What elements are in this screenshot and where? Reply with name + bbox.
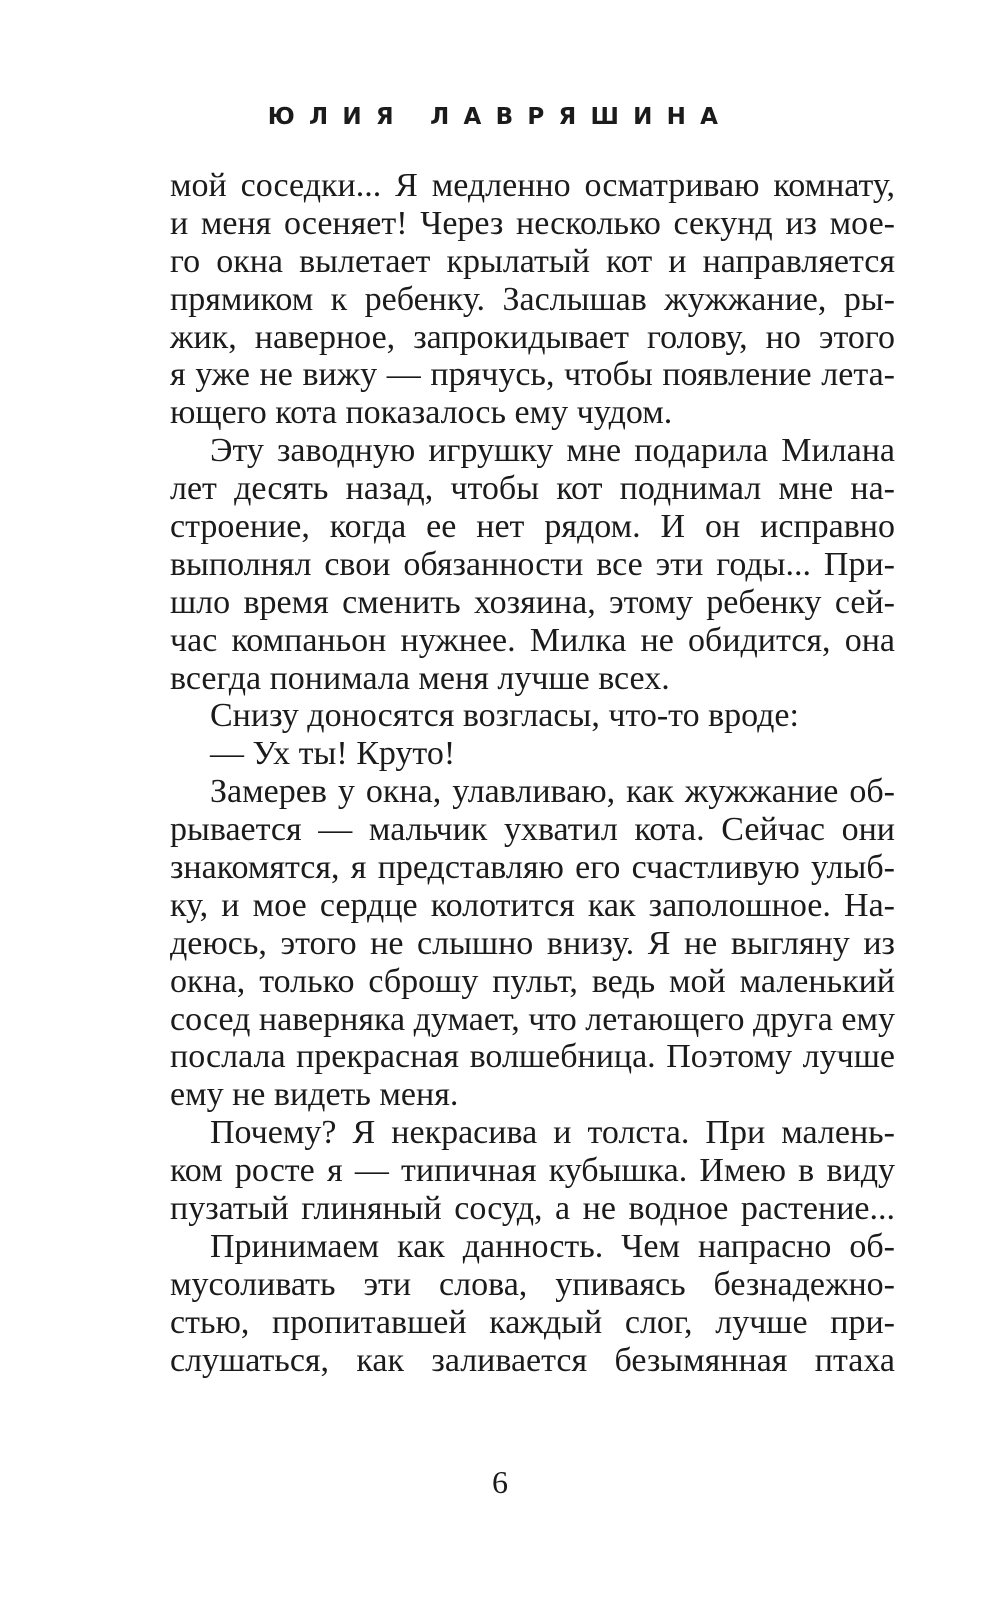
text-line: окна, только сброшу пульт, ведь мой маленький: [170, 962, 895, 1000]
body-text: [170, 167, 895, 1380]
text-line: я уже не вижу — прячусь, чтобы появление лета-: [170, 356, 895, 394]
text-line: Принимаем как данность. Чем напрасно об-: [210, 1227, 895, 1265]
text-line: ему не видеть меня.: [170, 1076, 459, 1114]
running-head: ЮЛИЯ ЛАВРЯШИНА: [267, 104, 733, 130]
text-line: прямиком к ребенку. Заслышав жужжание, ры-: [170, 280, 895, 318]
text-line: Почему? Я некрасива и толста. При малень-: [210, 1114, 895, 1152]
text-line: сосед наверняка думает, что летающего друга ему: [170, 1000, 895, 1038]
text-line: всегда понимала меня лучше всех.: [170, 659, 670, 697]
text-line: слушаться, как заливается безымянная птаха: [170, 1341, 895, 1379]
text-line: и меня осеняет! Через несколько секунд из мое-: [170, 204, 895, 242]
text-line: деюсь, этого не слышно внизу. Я не выгляну из: [170, 924, 895, 962]
text-line: мусоливать эти слова, упиваясь безнадежно-: [170, 1265, 895, 1303]
text-line: шло время сменить хозяина, этому ребенку сей-: [170, 583, 895, 621]
text-line: ком росте я — типичная кубышка. Имею в виду: [170, 1152, 895, 1190]
text-line: мой соседки... Я медленно осматриваю комнату,: [170, 167, 895, 204]
text-line: пузатый глиняный сосуд, а не водное растение...: [170, 1190, 895, 1228]
text-line: — Ух ты! Круто!: [210, 735, 456, 773]
text-line: час компаньон нужнее. Милка не обидится, она: [170, 621, 895, 659]
page-number: 6: [492, 1464, 508, 1500]
text-line: жик, наверное, запрокидывает голову, но этого: [170, 318, 895, 356]
text-line: строение, когда ее нет рядом. И он исправно: [170, 508, 895, 546]
text-line: стью, пропитавшей каждый слог, лучше при-: [170, 1303, 895, 1341]
text-line: ющего кота показалось ему чудом.: [170, 394, 673, 432]
text-line: послала прекрасная волшебница. Поэтому лучше: [170, 1038, 895, 1076]
text-line: Снизу доносятся возгласы, что-то вроде:: [210, 697, 799, 735]
text-line: Эту заводную игрушку мне подарила Милана: [210, 432, 895, 470]
text-line: знакомятся, я представляю его счастливую улыб-: [170, 849, 895, 887]
text-line: лет десять назад, чтобы кот поднимал мне на-: [170, 470, 895, 508]
text-line: Замерев у окна, улавливаю, как жужжание об-: [210, 773, 895, 811]
text-line: ку, и мое сердце колотится как заполошное. На-: [170, 886, 895, 924]
text-line: выполнял свои обязанности все эти годы... При-: [170, 545, 895, 583]
text-line: го окна вылетает крылатый кот и направляется: [170, 242, 895, 280]
text-line: рывается — мальчик ухватил кота. Сейчас они: [170, 811, 895, 849]
